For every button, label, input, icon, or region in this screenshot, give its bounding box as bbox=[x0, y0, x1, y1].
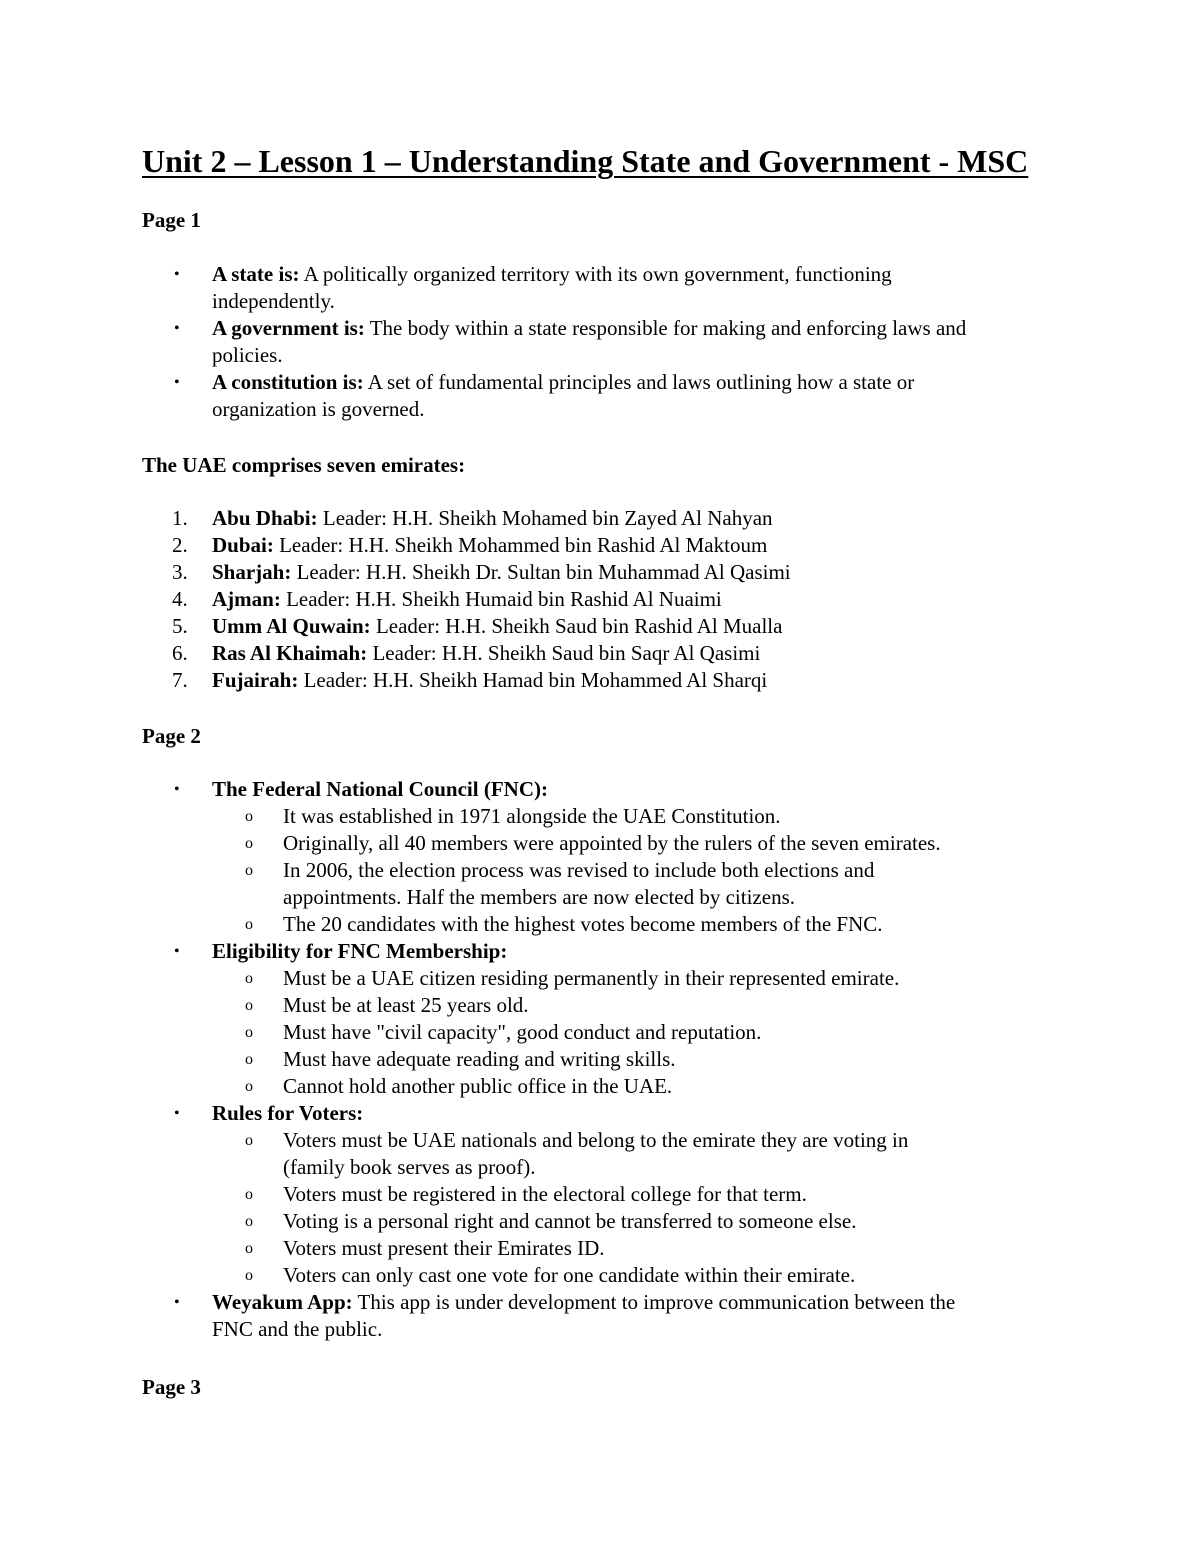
list-number: 5. bbox=[172, 614, 188, 638]
fnc-point: In 2006, the election process was revised to include both elections and bbox=[283, 858, 875, 882]
list-number: 1. bbox=[172, 506, 188, 530]
sub-bullet-icon: o bbox=[245, 1078, 253, 1095]
emirate-item: Umm Al Quwain: Leader: H.H. Sheikh Saud bin Rashid Al Mualla bbox=[212, 614, 783, 638]
bullet-icon: • bbox=[174, 374, 180, 391]
voters-point: Voters must be registered in the electoral college for that term. bbox=[283, 1182, 807, 1206]
sub-bullet-icon: o bbox=[245, 1240, 253, 1257]
sub-bullet-icon: o bbox=[245, 1267, 253, 1284]
voters-point-cont: (family book serves as proof). bbox=[283, 1155, 536, 1179]
voters-point: Voters can only cast one vote for one candidate within their emirate. bbox=[283, 1263, 856, 1287]
bullet-icon: • bbox=[174, 1294, 180, 1311]
voters-heading: Rules for Voters: bbox=[212, 1101, 364, 1125]
emirate-item: Ras Al Khaimah: Leader: H.H. Sheikh Saud bin Saqr Al Qasimi bbox=[212, 641, 761, 665]
eligibility-point: Must have adequate reading and writing skills. bbox=[283, 1047, 676, 1071]
page-3-heading: Page 3 bbox=[142, 1375, 201, 1399]
eligibility-point: Must be a UAE citizen residing permanently in their represented emirate. bbox=[283, 966, 900, 990]
weyakum-app: Weyakum App: This app is under development to improve communication between the bbox=[212, 1290, 956, 1314]
sub-bullet-icon: o bbox=[245, 916, 253, 933]
sub-bullet-icon: o bbox=[245, 997, 253, 1014]
list-number: 4. bbox=[172, 587, 188, 611]
page-1-heading: Page 1 bbox=[142, 208, 201, 232]
sub-bullet-icon: o bbox=[245, 1051, 253, 1068]
sub-bullet-icon: o bbox=[245, 970, 253, 987]
voters-point: Voting is a personal right and cannot be transferred to someone else. bbox=[283, 1209, 857, 1233]
emirate-item: Sharjah: Leader: H.H. Sheikh Dr. Sultan bin Muhammad Al Qasimi bbox=[212, 560, 791, 584]
bullet-icon: • bbox=[174, 1105, 180, 1122]
list-number: 3. bbox=[172, 560, 188, 584]
definition-state-cont: independently. bbox=[212, 289, 335, 313]
sub-bullet-icon: o bbox=[245, 1024, 253, 1041]
emirate-item: Dubai: Leader: H.H. Sheikh Mohammed bin Rashid Al Maktoum bbox=[212, 533, 768, 557]
definition-constitution: A constitution is: A set of fundamental principles and laws outlining how a state or bbox=[212, 370, 915, 394]
voters-point: Voters must be UAE nationals and belong to the emirate they are voting in bbox=[283, 1128, 909, 1152]
page-2-heading: Page 2 bbox=[142, 724, 201, 748]
fnc-point: Originally, all 40 members were appointed by the rulers of the seven emirates. bbox=[283, 831, 941, 855]
eligibility-point: Must have "civil capacity", good conduct and reputation. bbox=[283, 1020, 762, 1044]
voters-point: Voters must present their Emirates ID. bbox=[283, 1236, 605, 1260]
eligibility-point: Cannot hold another public office in the UAE. bbox=[283, 1074, 673, 1098]
bullet-icon: • bbox=[174, 781, 180, 798]
bullet-icon: • bbox=[174, 943, 180, 960]
definition-government-cont: policies. bbox=[212, 343, 283, 367]
emirate-item: Fujairah: Leader: H.H. Sheikh Hamad bin Mohammed Al Sharqi bbox=[212, 668, 768, 692]
definition-constitution-cont: organization is governed. bbox=[212, 397, 425, 421]
emirates-heading: The UAE comprises seven emirates: bbox=[142, 453, 466, 477]
emirate-item: Abu Dhabi: Leader: H.H. Sheikh Mohamed bin Zayed Al Nahyan bbox=[212, 506, 773, 530]
weyakum-app-cont: FNC and the public. bbox=[212, 1317, 383, 1341]
sub-bullet-icon: o bbox=[245, 1186, 253, 1203]
fnc-point-cont: appointments. Half the members are now elected by citizens. bbox=[283, 885, 795, 909]
fnc-point: It was established in 1971 alongside the UAE Constitution. bbox=[283, 804, 781, 828]
list-number: 6. bbox=[172, 641, 188, 665]
emirate-item: Ajman: Leader: H.H. Sheikh Humaid bin Rashid Al Nuaimi bbox=[212, 587, 722, 611]
definition-government: A government is: The body within a state responsible for making and enforcing laws and bbox=[212, 316, 967, 340]
definition-state: A state is: A politically organized territory with its own government, functioning bbox=[212, 262, 892, 286]
fnc-point: The 20 candidates with the highest votes become members of the FNC. bbox=[283, 912, 883, 936]
eligibility-heading: Eligibility for FNC Membership: bbox=[212, 939, 508, 963]
document-title: Unit 2 – Lesson 1 – Understanding State and Government - MSC bbox=[142, 143, 1029, 179]
bullet-icon: • bbox=[174, 320, 180, 337]
fnc-heading: The Federal National Council (FNC): bbox=[212, 777, 548, 801]
list-number: 2. bbox=[172, 533, 188, 557]
sub-bullet-icon: o bbox=[245, 1132, 253, 1149]
sub-bullet-icon: o bbox=[245, 1213, 253, 1230]
sub-bullet-icon: o bbox=[245, 808, 253, 825]
sub-bullet-icon: o bbox=[245, 835, 253, 852]
sub-bullet-icon: o bbox=[245, 862, 253, 879]
list-number: 7. bbox=[172, 668, 188, 692]
bullet-icon: • bbox=[174, 266, 180, 283]
eligibility-point: Must be at least 25 years old. bbox=[283, 993, 529, 1017]
